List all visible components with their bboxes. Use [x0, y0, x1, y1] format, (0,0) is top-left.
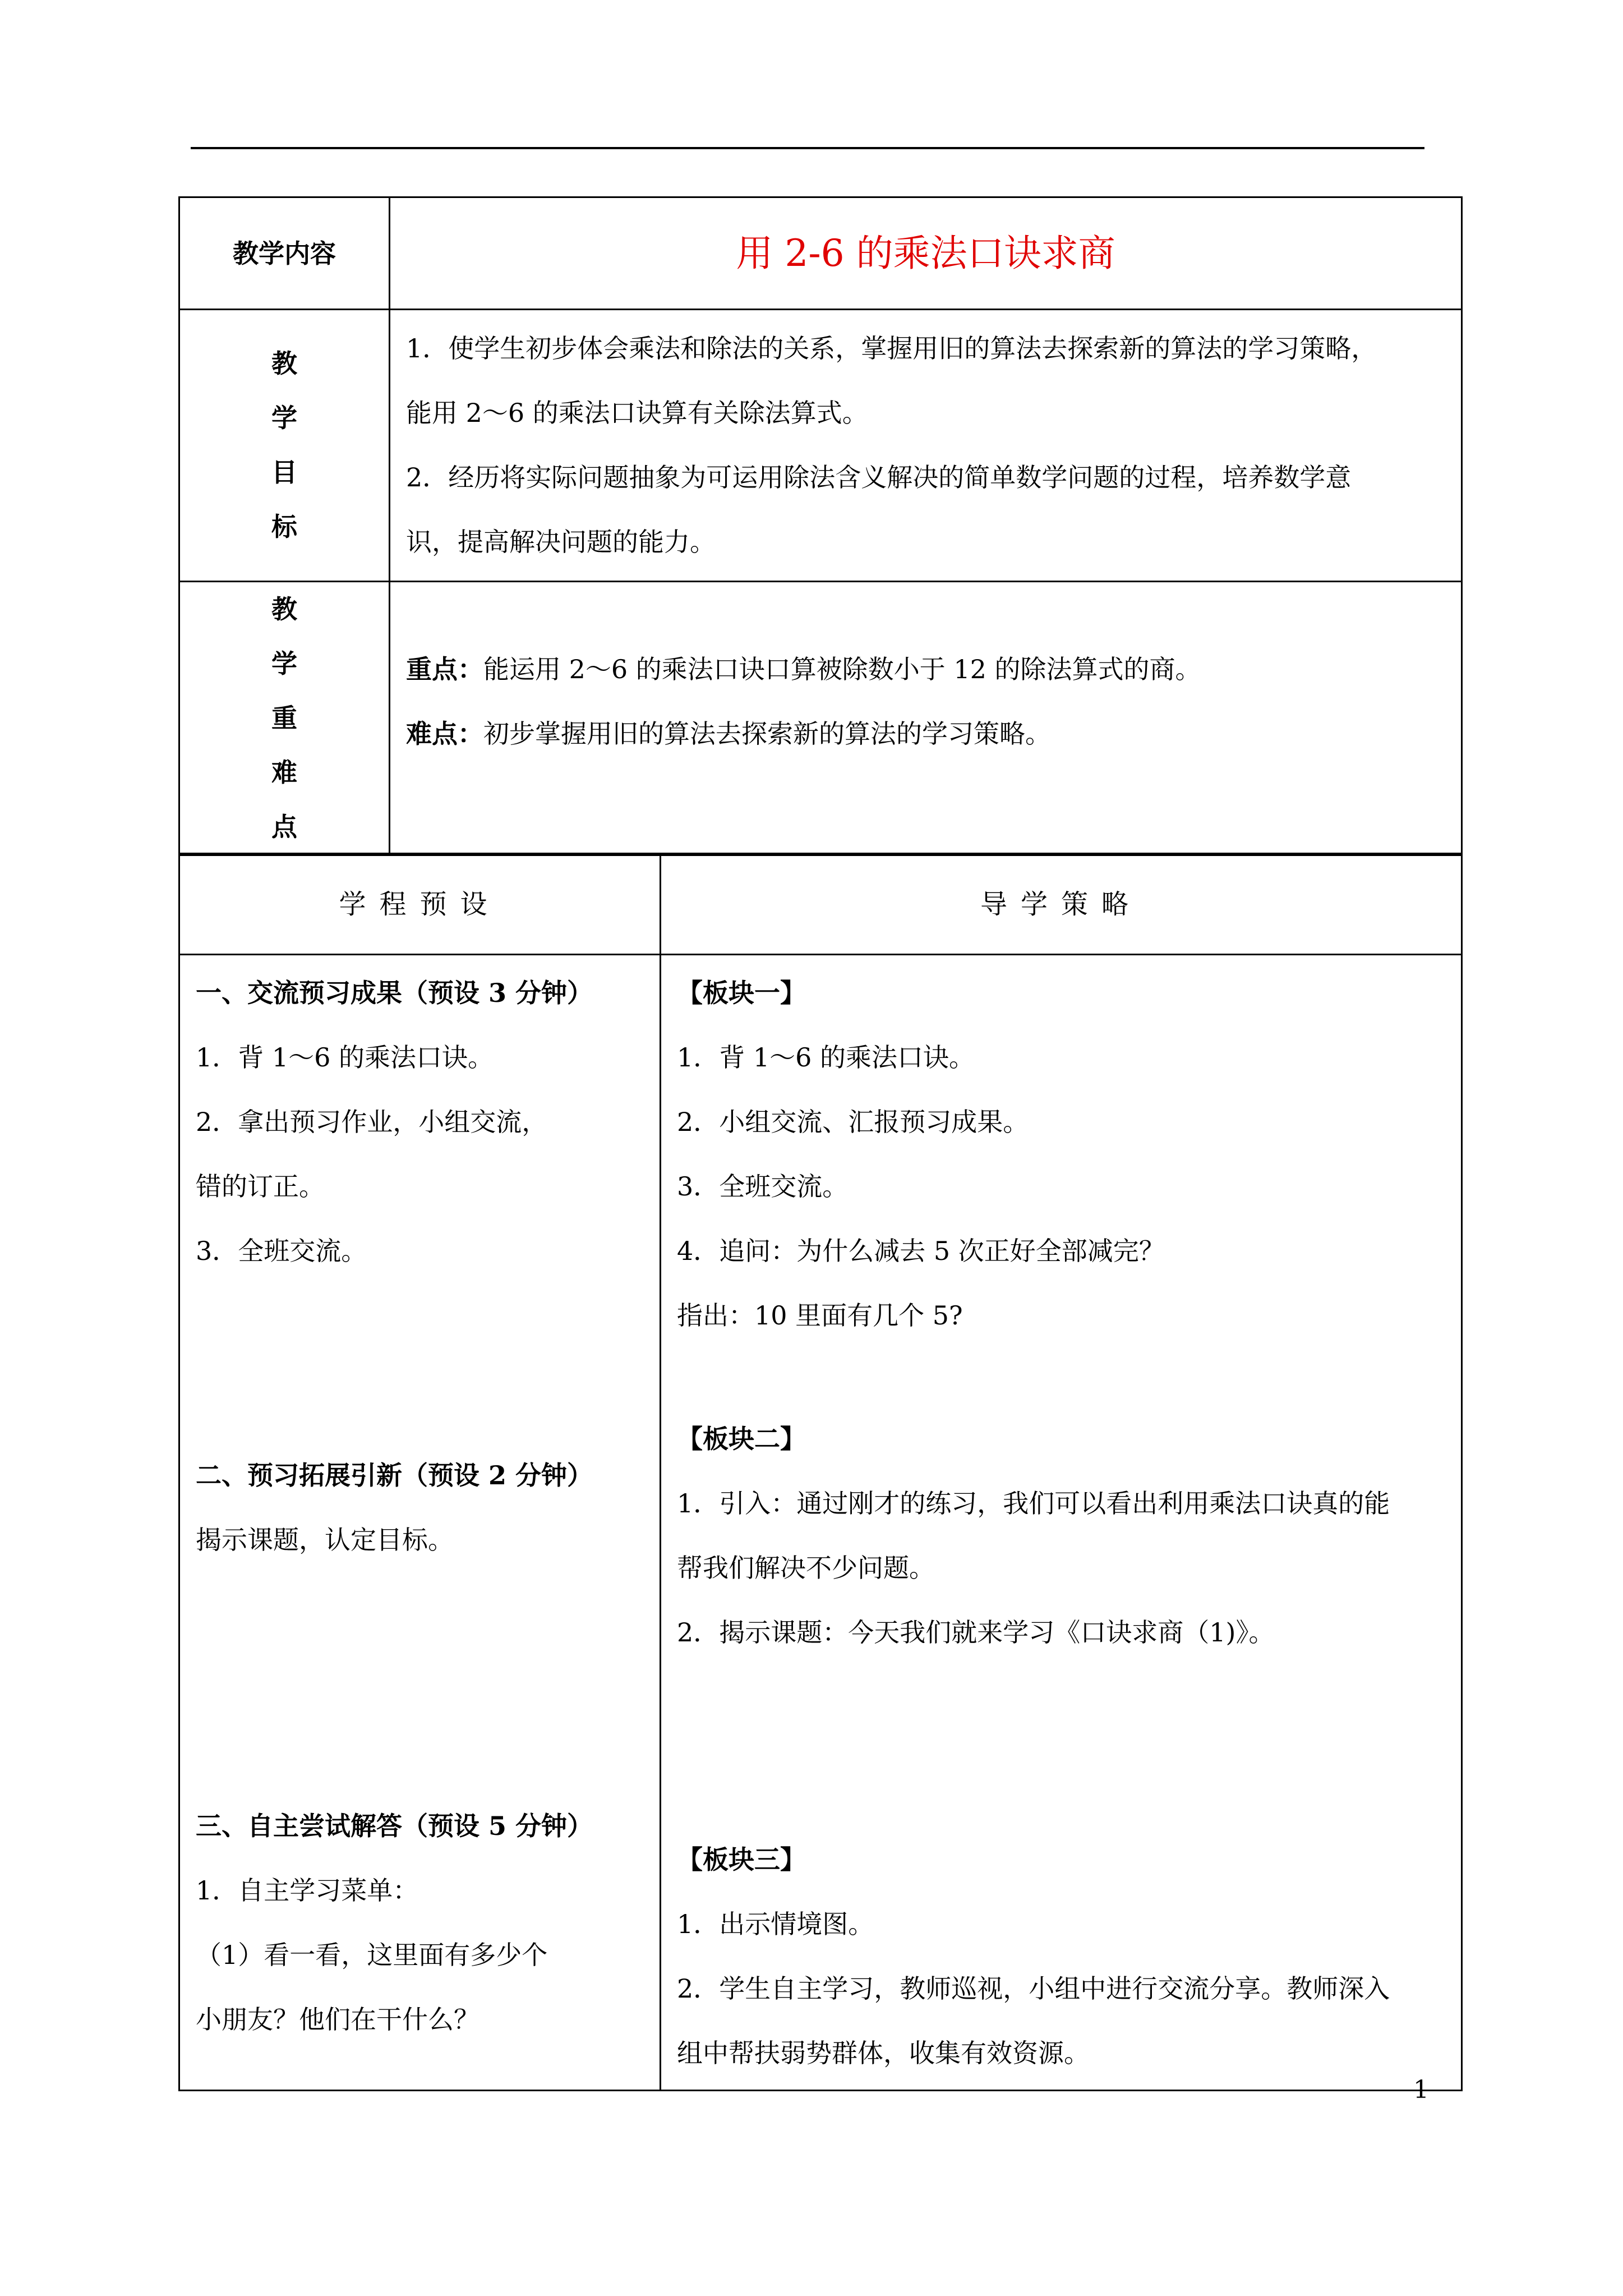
block-item: 2．小组交流、汇报预习成果。: [677, 1107, 1029, 1137]
left-column: [179, 955, 661, 2091]
process-header-row: [179, 854, 1462, 955]
lesson-info-table: [178, 196, 1463, 856]
objective-line: 2．经历将实际问题抽象为可运用除法含义解决的简单数学问题的过程，培养数学意: [406, 462, 1352, 493]
key-points-row: [179, 582, 1462, 855]
section-item: 1．背 1～6 的乘法口诀。: [196, 1042, 494, 1073]
left-section-3: [180, 1794, 660, 2052]
header-rule: [191, 147, 1424, 149]
right-block-2: [661, 1407, 1461, 1665]
section-title: 三、自主尝试解答（预设 5 分钟）: [196, 1811, 593, 1841]
block-item: 2．揭示课题：今天我们就来学习《口诀求商（1)》。: [677, 1617, 1275, 1648]
content-label: 教学内容: [179, 197, 390, 310]
lesson-title: 用 2-6 的乘法口诀求商: [390, 197, 1462, 310]
block-item: 组中帮扶弱势群体，收集有效资源。: [677, 2038, 1090, 2068]
objectives-label-char: 学: [271, 403, 297, 433]
key-points-label: [179, 582, 390, 855]
section-item: （1）看一看，这里面有多少个: [196, 1940, 548, 1970]
objectives-label-char: 教: [271, 348, 297, 379]
difficulty-text: 初步掌握用旧的算法去探索新的算法的学习策略。: [483, 718, 1051, 749]
right-column-header: 导学策略: [661, 854, 1462, 955]
right-block-1: [661, 961, 1461, 1348]
right-column: [661, 955, 1462, 2091]
section-title: 二、预习拓展引新（预设 2 分钟）: [196, 1460, 593, 1490]
objectives-row: [179, 310, 1462, 582]
focus-label: 重点：: [406, 654, 483, 684]
section-item: 1．自主学习菜单：: [196, 1875, 419, 1906]
content-row: [179, 197, 1462, 310]
key-points-content: [390, 582, 1462, 855]
block-item: 4．追问：为什么减去 5 次正好全部减完？: [677, 1236, 1165, 1266]
objectives-label-char: 标: [271, 512, 297, 542]
left-section-1: [180, 961, 660, 1283]
key-points-label-char: 难: [271, 757, 297, 788]
block-item: 1．出示情境图。: [677, 1909, 874, 1939]
section-item: 揭示课题，认定目标。: [196, 1525, 454, 1555]
block-title: 【板块一】: [677, 978, 806, 1008]
key-points-label-char: 点: [271, 812, 297, 842]
key-points-label-char: 教: [271, 594, 297, 624]
objectives-content: [390, 310, 1462, 582]
page-number: 1: [1413, 2076, 1429, 2104]
objective-line: 识，提高解决问题的能力。: [406, 527, 716, 557]
section-item: 错的订正。: [196, 1171, 325, 1202]
objective-line: 能用 2～6 的乘法口诀算有关除法算式。: [406, 398, 868, 428]
block-title: 【板块三】: [677, 1844, 806, 1875]
process-body-row: [179, 955, 1462, 2091]
process-table: [178, 853, 1463, 2091]
section-item: 3．全班交流。: [196, 1236, 367, 1266]
block-item: 1．引入：通过刚才的练习，我们可以看出利用乘法口诀真的能: [677, 1488, 1390, 1519]
left-column-header: 学程预设: [179, 854, 661, 955]
objectives-label-char: 目: [271, 457, 297, 487]
difficulty-line: [390, 702, 1461, 766]
block-item: 2．学生自主学习，教师巡视，小组中进行交流分享。教师深入: [677, 1973, 1390, 2004]
section-title: 一、交流预习成果（预设 3 分钟）: [196, 978, 593, 1008]
focus-line: [390, 637, 1461, 702]
block-item: 指出：10 里面有几个 5?: [677, 1300, 963, 1331]
right-block-3: [661, 1828, 1461, 2086]
block-item: 1．背 1～6 的乘法口诀。: [677, 1042, 975, 1073]
key-points-label-char: 重: [271, 703, 297, 733]
section-item: 小朋友？他们在干什么？: [196, 2004, 479, 2035]
section-item: 2．拿出预习作业，小组交流，: [196, 1107, 548, 1137]
left-section-2: [180, 1443, 660, 1572]
key-points-label-char: 学: [271, 648, 297, 679]
objectives-label: [179, 310, 390, 582]
block-item: 3．全班交流。: [677, 1171, 849, 1202]
block-title: 【板块二】: [677, 1424, 806, 1454]
objective-line: 1．使学生初步体会乘法和除法的关系，掌握用旧的算法去探索新的算法的学习策略，: [406, 333, 1377, 364]
difficulty-label: 难点：: [406, 718, 483, 749]
focus-text: 能运用 2～6 的乘法口诀口算被除数小于 12 的除法算式的商。: [483, 654, 1201, 684]
block-item: 帮我们解决不少问题。: [677, 1553, 935, 1583]
